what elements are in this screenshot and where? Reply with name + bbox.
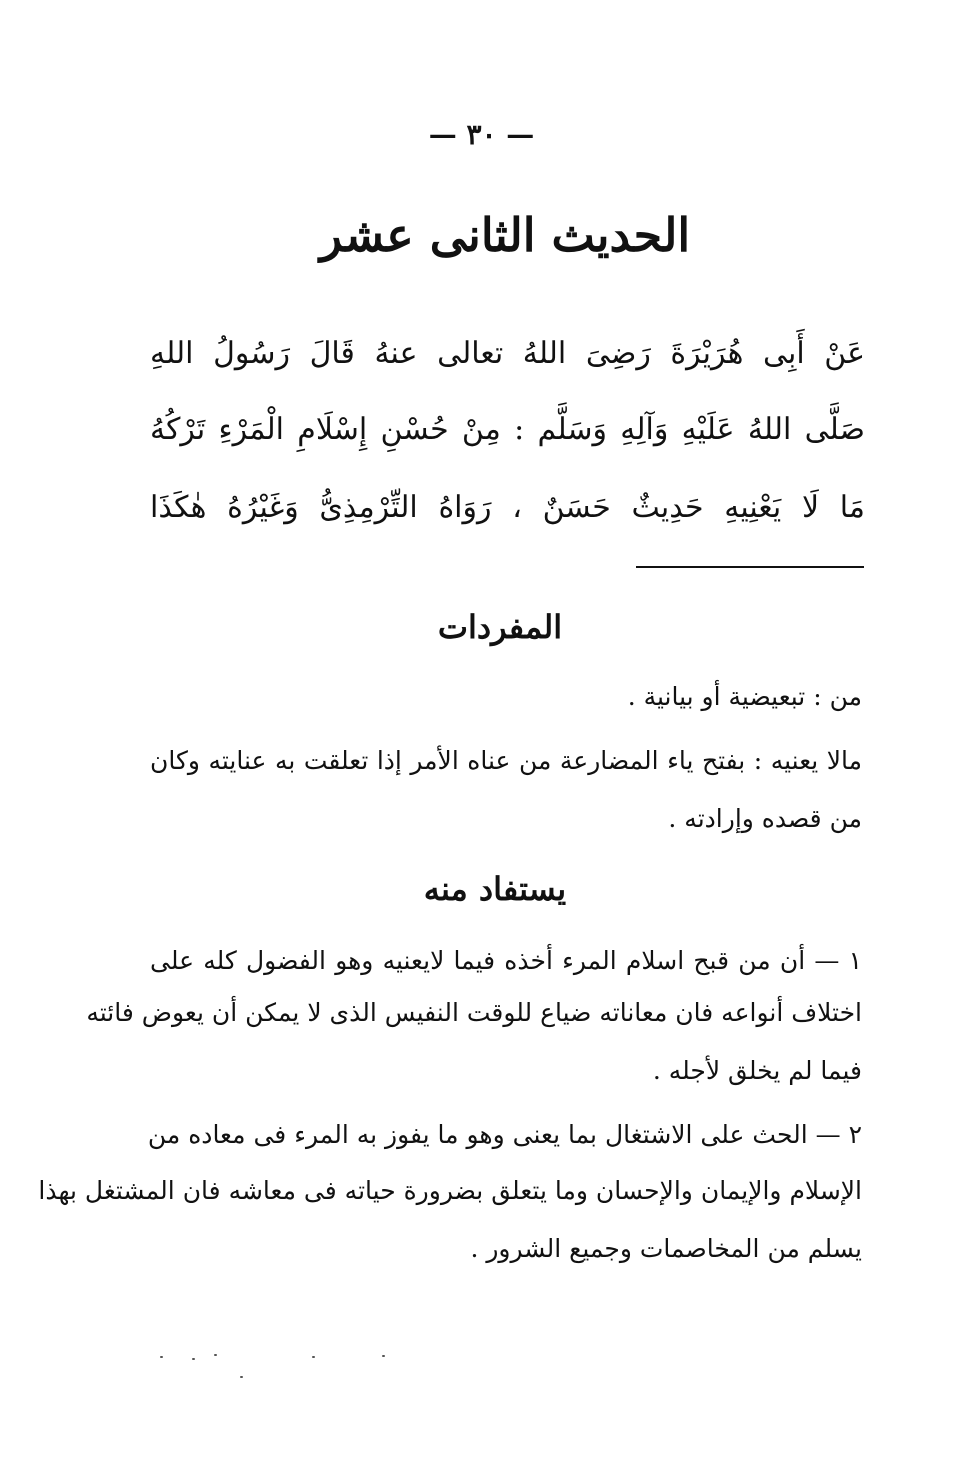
lesson-line: اختلاف أنواعه فان معاناته ضياع للوقت النفيس الذى لا يمكن أن يعوض فائته — [86, 998, 862, 1027]
hadith-line: عَنْ أَبِى هُرَيْرَةَ رَضِىَ اللهُ تعالى عنهُ قَالَ رَسُولُ اللهِ — [150, 336, 865, 371]
definition-line: من قصده وإرادته . — [668, 804, 862, 833]
page-number: — ٣٠ — — [428, 118, 535, 151]
lesson-line: ١ — أن من قبح اسلام المرء أخذه فيما لايعنيه وهو الفضول كله على — [150, 946, 862, 975]
section-divider — [636, 566, 864, 568]
scan-speck — [192, 1358, 195, 1360]
chapter-title: الحديث الثانى عشر — [319, 208, 691, 262]
scan-speck — [382, 1355, 385, 1357]
yustafad-heading: يستفاد منه — [423, 870, 567, 908]
mufradat-heading: المفردات — [437, 608, 563, 646]
definition-line: من : تبعيضية أو بيانية . — [627, 682, 862, 711]
scan-speck — [160, 1356, 163, 1358]
scan-speck — [312, 1356, 315, 1358]
hadith-line: صَلَّى اللهُ عَلَيْهِ وَآلِهِ وَسَلَّم : مِنْ حُسْنِ إِسْلَامِ الْمَرْءِ تَرْكُهُ — [150, 412, 865, 447]
lesson-line: يسلم من المخاصمات وجميع الشرور . — [470, 1234, 862, 1263]
hadith-line: مَا لَا يَعْنِيهِ حَدِيثٌ حَسَنٌ ، رَوَاهُ التِّرْمِذِىُّ وَغَيْرُهُ هٰكَذَا — [150, 490, 865, 525]
scan-speck — [214, 1354, 217, 1356]
definition-line: مالا يعنيه : بفتح ياء المضارعة من عناه الأمر إذا تعلقت به عنايته وكان — [150, 746, 862, 775]
lesson-line: فيما لم يخلق لأجله . — [652, 1056, 862, 1085]
scan-speck — [240, 1376, 243, 1378]
lesson-line: الإسلام والإيمان والإحسان وما يتعلق بضرورة حياته فى معاشه فان المشتغل بهذا — [38, 1176, 862, 1205]
lesson-line: ٢ — الحث على الاشتغال بما يعنى وهو ما يفوز به المرء فى معاده من — [147, 1120, 862, 1149]
